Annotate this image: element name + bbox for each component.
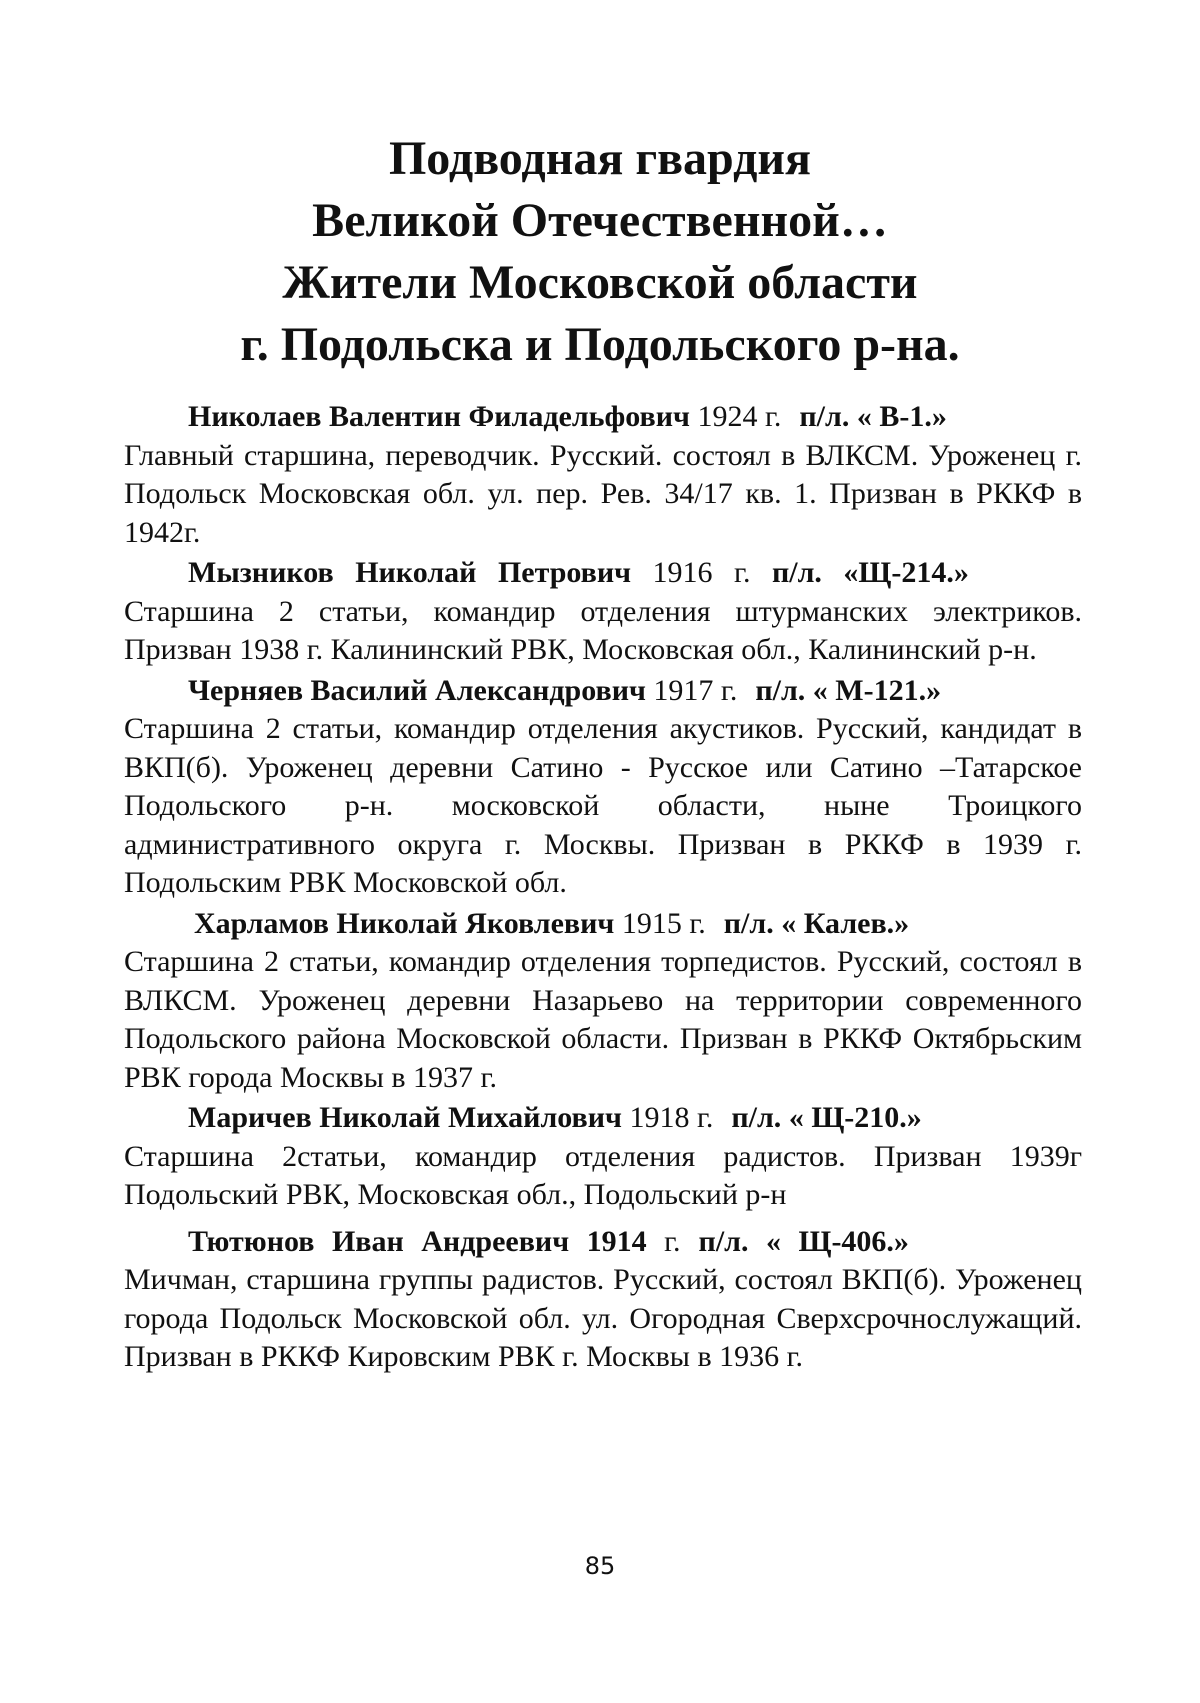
entry-year: 1917 г. <box>653 673 738 707</box>
title-line: Великой Отечественной… <box>312 194 888 247</box>
entry-text: Мичман, старшина группы радистов. Русский, состоял ВКП(б). Уроженец города Подольск Московской обл. ул. Огородная Сверхсрочнослужащий. Призван в РККФ Кировским РВК г. Москвы в 1936 г. <box>124 1263 1082 1373</box>
entry-boat: « Калев.» <box>781 906 910 940</box>
title-line: Подводная гвардия <box>388 132 812 185</box>
entry-year-suffix: г. <box>664 1224 681 1258</box>
entry-heading <box>124 398 1082 437</box>
entry-name: Маричев Николай Михайлович <box>188 1101 622 1134</box>
entry-text: Старшина 2статьи, командир отделения радистов. Призван 1939г Подольский РВК, Московская обл., Подольский р-н <box>124 1139 1082 1211</box>
entry-boat: « Щ-406.» <box>766 1224 909 1258</box>
entry-boat-label: п/л. <box>799 400 850 433</box>
entry-text: Старшина 2 статьи, командир отделения акустиков. Русский, кандидат в ВКП(б). Уроженец деревни Сатино - Русское или Сатино –Татарское Подольского р-н. московской области, ныне Троицкого административного округа г. Москвы. Призван в РККФ в 1939 г. Подольским РВК Московской обл. <box>124 712 1082 899</box>
entry-heading <box>124 554 1082 593</box>
entry <box>124 1099 1082 1215</box>
entry-text: Старшина 2 статьи, командир отделения штурманских электриков. Призван 1938 г. Калининский РВК, Московская обл., Калининский р-н. <box>124 594 1082 666</box>
entry-boat: « Щ-210.» <box>788 1101 922 1134</box>
entry-heading <box>124 1223 1082 1262</box>
title-line: Жители Московской области <box>282 256 918 309</box>
entry-boat-label: п/л. <box>755 673 806 707</box>
page-number: 85 <box>584 1552 616 1580</box>
entry-year: 1915 г. <box>621 906 706 940</box>
entry-text: Главный старшина, переводчик. Русский. состоял в ВЛКСМ. Уроженец г. Подольск Московская обл. ул. пер. Рев. 34/17 кв. 1. Призван в РККФ в 1942г. <box>124 438 1082 549</box>
page-title <box>0 128 1200 376</box>
entry <box>124 398 1082 552</box>
entry-heading <box>124 905 1082 944</box>
entries-list <box>124 398 1082 1379</box>
entry-boat-label: п/л. <box>731 1101 782 1134</box>
entry-boat-label: п/л. <box>698 1224 749 1258</box>
entry-year: 1924 г. <box>697 400 782 433</box>
entry <box>124 672 1082 903</box>
entry <box>124 1223 1082 1377</box>
entry <box>124 554 1082 670</box>
entry-heading <box>124 672 1082 711</box>
entry-text: Старшина 2 статьи, командир отделения торпедистов. Русский, состоял в ВЛКСМ. Уроженец деревни Назарьево на территории современного Подольского района Московской области. Призван в РККФ Октябрьским РВК города Москвы в 1937 г. <box>124 945 1082 1094</box>
entry-boat: «Щ-214.» <box>843 556 969 589</box>
title-line: г. Подольска и Подольского р-на. <box>240 318 960 371</box>
entry-name: Тютюнов Иван Андреевич <box>188 1224 570 1258</box>
entry-name: Харламов Николай Яковлевич <box>194 906 615 940</box>
entry-heading <box>124 1099 1082 1138</box>
entry-boat-label: п/л. <box>771 556 822 589</box>
entry <box>124 905 1082 1098</box>
entry-year: 1914 <box>586 1224 647 1258</box>
entry-boat-label: п/л. <box>723 906 774 940</box>
entry-boat: « М-121.» <box>812 673 942 707</box>
entry-year: 1916 г. <box>652 556 751 589</box>
entry-name: Черняев Василий Александрович <box>188 673 646 707</box>
entry-name: Мызников Николай Петрович <box>188 556 632 589</box>
entry-name: Николаев Валентин Филадельфович <box>188 400 690 433</box>
entry-year: 1918 г. <box>629 1101 714 1134</box>
entry-boat: « В-1.» <box>856 400 947 433</box>
